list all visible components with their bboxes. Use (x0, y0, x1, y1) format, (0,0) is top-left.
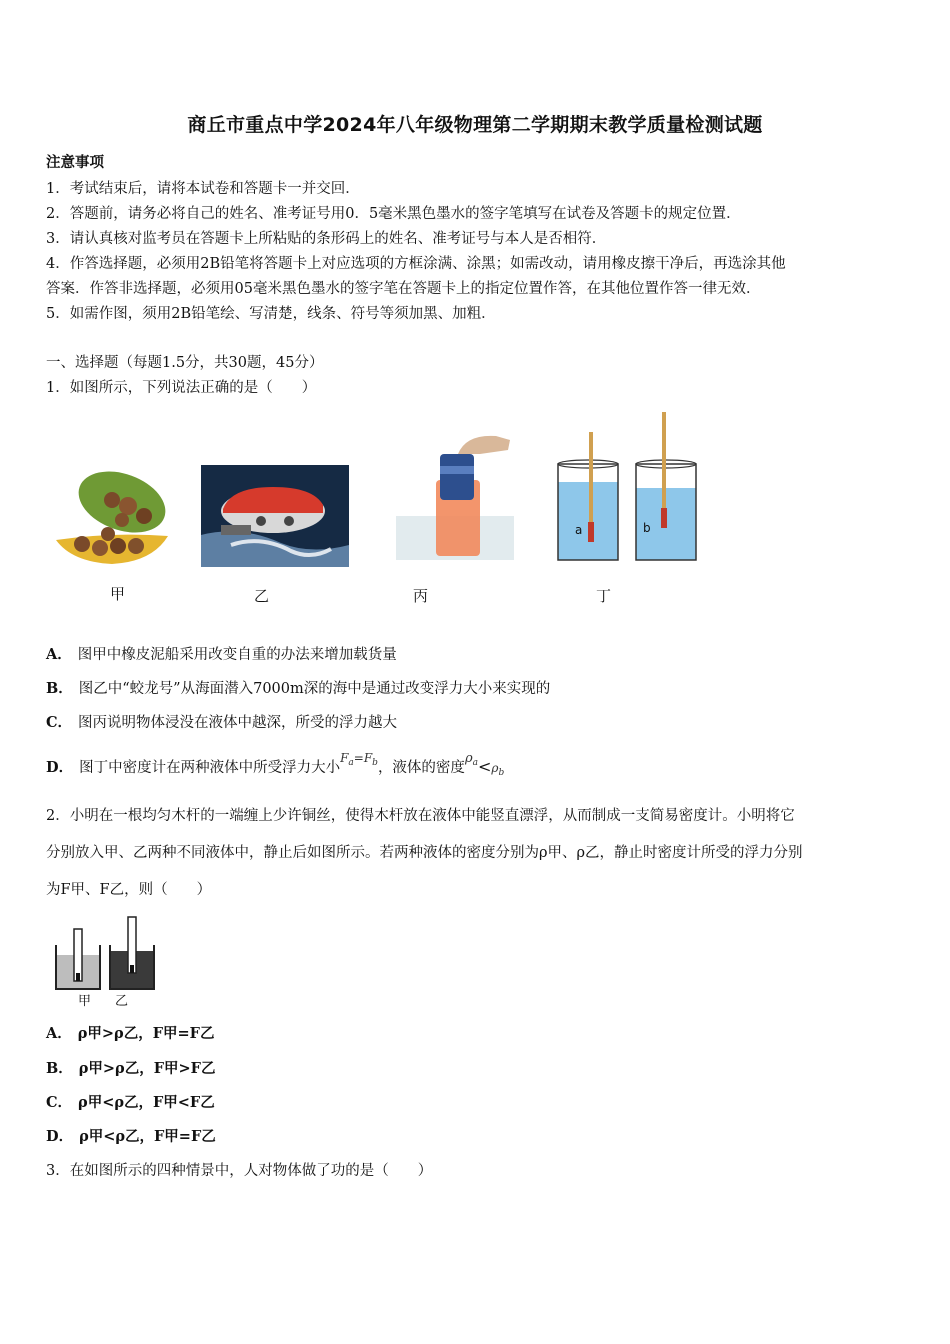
notice-item: 1．考试结束后，请将本试卷和答题卡一并交回． (46, 181, 360, 197)
question-2-stem-line: 2．小明在一根均匀木杆的一端缠上少许铜丝，使得木杆放在液体中能竖直漂浮，从而制成一支简易密度计。小明将它 (46, 808, 795, 824)
option-label: A． (46, 1025, 72, 1042)
option-text: 图乙中“蛟龙号”从海面潜入7000m深的海中是通过改变浮力大小来实现的 (78, 681, 551, 697)
beaker-label-b: b (643, 521, 651, 535)
notice-item: 3．请认真核对监考员在答题卡上所粘贴的条形码上的姓名、准考证号与本人是否相符． (46, 231, 607, 247)
question-1-option-d[interactable] (46, 751, 505, 778)
density-meter-comparison-figure (52, 915, 162, 995)
less-than: < (477, 757, 492, 776)
formula-rho-b: $\rho_b$ (491, 761, 505, 778)
notice-item: 2．答题前，请务必将自己的姓名、准考证号用0．5毫米黑色墨水的签字笔填写在试卷及答题卡的规定位置． (46, 206, 741, 222)
option-text: ρ甲>ρ乙，F甲>F乙 (78, 1060, 216, 1077)
question-2-stem-line: 为F甲、F乙，则（ ） (46, 882, 212, 898)
density-meter-beakers-figure (556, 410, 698, 565)
formula-f: Fa=Fb (340, 751, 378, 768)
figure-caption: 乙 (254, 587, 270, 605)
option-label: C． (46, 1094, 73, 1111)
figure-caption: 丙 (413, 587, 429, 605)
option-text: ρ甲<ρ乙，F甲<F乙 (78, 1094, 215, 1111)
question-2-option-d[interactable] (46, 1125, 216, 1146)
submersible-figure (201, 465, 349, 567)
question-1-option-c[interactable] (46, 711, 397, 732)
option-label: A． (46, 646, 72, 663)
clay-boat-figure (52, 462, 172, 572)
question-1-option-a[interactable] (46, 643, 397, 664)
notice-heading: 注意事项 (46, 154, 104, 171)
option-label: B． (46, 1060, 73, 1077)
question-2-stem-line: 分别放入甲、乙两种不同液体中，静止后如图所示。若两种液体的密度分别为ρ甲、ρ乙，静止时密度计所受的浮力分别 (46, 845, 803, 861)
question-1-stem: 1．如图所示，下列说法正确的是（ ） (46, 380, 317, 396)
option-label: C． (46, 714, 73, 731)
notice-item: 5．如需作图，须用2B铅笔绘、写清楚，线条、符号等须加黑、加粗． (46, 306, 496, 322)
can-in-water-figure (396, 430, 514, 564)
option-text: 图丙说明物体浸没在液体中越深，所受的浮力越大 (78, 715, 398, 731)
figure-caption: 甲 (78, 994, 92, 1009)
notice-item: 答案．作答非选择题，必须用05毫米黑色墨水的签字笔在答题卡上的指定位置作答，在其他位置作答一律无效． (46, 281, 761, 297)
figure-caption: 乙 (115, 994, 129, 1009)
formula-rho: $\rho_a$ (464, 751, 478, 768)
option-text: ρ甲<ρ乙，F甲=F乙 (79, 1128, 216, 1145)
beaker-label-a: a (575, 523, 583, 537)
option-text: 图丁中密度计在两种液体中所受浮力大小 (79, 760, 341, 776)
page-title: 商丘市重点中学2024年八年级物理第二学期期末教学质量检测试题 (187, 114, 763, 136)
question-2-option-c[interactable] (46, 1091, 215, 1112)
option-label: B． (46, 680, 73, 697)
option-label: D． (46, 759, 74, 776)
option-text-mid: ，液体的密度 (377, 760, 465, 776)
option-text: ρ甲>ρ乙，F甲=F乙 (77, 1025, 215, 1042)
figure-caption: 甲 (110, 585, 126, 603)
option-text: 图甲中橡皮泥船采用改变自重的办法来增加载货量 (77, 647, 397, 663)
question-2-option-b[interactable] (46, 1057, 215, 1078)
question-3-stem: 3．在如图所示的四种情景中，人对物体做了功的是（ ） (46, 1163, 433, 1179)
question-1-option-b[interactable] (46, 677, 550, 698)
option-label: D． (46, 1128, 74, 1145)
notice-item: 4．作答选择题，必须用2B铅笔将答题卡上对应选项的方框涂满、涂黑；如需改动，请用橡皮擦干净后，再选涂其他 (46, 256, 786, 272)
figure-caption: 丁 (596, 587, 612, 605)
section-heading: 一、选择题（每题1.5分，共30题，45分） (46, 355, 324, 371)
question-2-option-a[interactable] (46, 1022, 214, 1043)
